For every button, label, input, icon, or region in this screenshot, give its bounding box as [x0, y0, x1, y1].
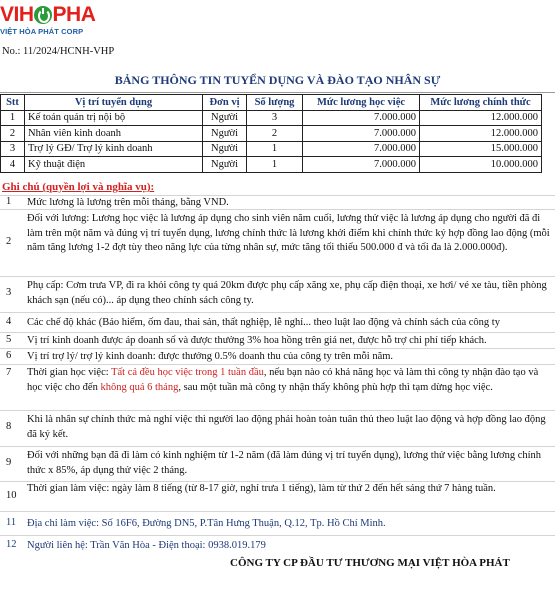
note-text-part: Thời gian học việc: [27, 367, 112, 378]
logo-text-left: VIH [0, 3, 34, 26]
cell-stt: 1 [1, 110, 25, 126]
cell-position: Kế toán quản trị nội bộ [25, 110, 203, 126]
note-text: Các chế độ khác (Bảo hiểm, ốm đau, thai sản, thất nghiệp, lễ nghỉ... theo luật lao động và chính sách của công ty [27, 317, 500, 328]
note-number: 5 [6, 334, 12, 345]
cell-official-salary: 15.000.000 [420, 141, 542, 157]
note-item [0, 332, 555, 348]
note-item [0, 535, 555, 555]
divider [0, 92, 555, 93]
note-text: Địa chỉ làm việc: Số 16F6, Đường DN5, P.Tân Hưng Thuận, Q.12, Tp. Hồ Chí Minh. [27, 518, 386, 529]
note-text: Người liên hệ: Trần Văn Hòa - Điện thoại: 0938.019.179 [27, 540, 266, 551]
note-item [0, 481, 555, 511]
note-number: 2 [6, 236, 12, 247]
company-logo [0, 4, 100, 40]
note-number: 1 [6, 196, 12, 207]
note-text: Vị trí kinh doanh được áp doanh số và được thưởng 3% hoa hồng trên giá net, được hỗ trợ chi phí tiếp khách. [27, 335, 487, 346]
table-row [1, 126, 542, 142]
cell-stt: 3 [1, 141, 25, 157]
header-trainee-salary: Mức lương học việc [303, 95, 420, 111]
company-name: CÔNG TY CP ĐẦU TƯ THƯƠNG MẠI VIỆT HÒA PHÁT [230, 557, 510, 569]
note-text: Mức lương là lương trên mỗi tháng, bằng VND. [27, 197, 229, 208]
cell-trainee-salary: 7.000.000 [303, 141, 420, 157]
cell-trainee-salary: 7.000.000 [303, 110, 420, 126]
note-number: 3 [6, 287, 12, 298]
note-text: Đối với lương: Lương học việc là lương áp dụng cho sinh viên năm cuối, lương thử việc là lương áp dụng cho người đã đi làm trên một năm và đúng vị trí tuyển dụng, lương chính thức là lương khởi điểm khi chính thức ký hợp đồng lao động (mỗi năm tăng lương 1-2 đợt tùy theo năng lực của từng nhân sự, mức tăng tối thiểu 500.000 đ và tối đa là 2.000.000đ). [27, 213, 550, 253]
document-number: No.: 11/2024/HCNH-VHP [2, 46, 115, 57]
cell-official-salary: 10.000.000 [420, 157, 542, 173]
note-item [0, 276, 555, 312]
note-item [0, 348, 555, 364]
note-text: Phụ cấp: Cơm trưa VP, đi ra khỏi công ty quá 20km được phụ cấp xăng xe, phụ cấp điện thoại, xe hơi/ vé xe tàu, tiền phòng khách sạn (nếu có)... áp dụng theo chính sách công ty. [27, 280, 547, 306]
note-number: 10 [6, 490, 17, 501]
page-title: BẢNG THÔNG TIN TUYỂN DỤNG VÀ ĐÀO TẠO NHÂN SỰ [114, 73, 441, 87]
cell-quantity: 1 [247, 141, 303, 157]
cell-official-salary: 12.000.000 [420, 110, 542, 126]
cell-quantity: 2 [247, 126, 303, 142]
cell-trainee-salary: 7.000.000 [303, 126, 420, 142]
note-number: 11 [6, 517, 17, 528]
note-number: 12 [6, 539, 17, 550]
header-official-salary: Mức lương chính thức [420, 95, 542, 111]
cell-position: Trợ lý GĐ/ Trợ lý kinh doanh [25, 141, 203, 157]
cell-quantity: 1 [247, 157, 303, 173]
note-text: Đối với những bạn đã đi làm có kinh nghiệm từ 1-2 năm (đã làm đúng vị trí tuyển dụng), lương thử việc bằng lương chính thức x 85%, áp dụng thử việc 2 tháng. [27, 450, 542, 476]
cell-stt: 2 [1, 126, 25, 142]
note-number: 6 [6, 350, 12, 361]
note-text: Thời gian làm việc: ngày làm 8 tiếng (từ 8-17 giờ, nghỉ trưa 1 tiếng), làm từ thứ 2 đến hết sáng thứ 7 hàng tuần. [27, 483, 496, 494]
note-item [0, 410, 555, 446]
recruitment-table [0, 94, 542, 173]
note-text-part: , nếu bạn nào có khả năng học và làm thì công ty nhận đào tạo và học việc cho đến [27, 367, 539, 393]
header-stt: Stt [1, 95, 25, 111]
logo-wordmark [0, 4, 100, 26]
note-item [0, 312, 555, 332]
note-item [0, 209, 555, 276]
note-number: 8 [6, 421, 12, 432]
note-item [0, 446, 555, 481]
note-highlight: Tất cả đều học việc trong 1 tuần đầu [111, 367, 264, 378]
cell-unit: Người [203, 141, 247, 157]
note-text: Khi là nhân sự chính thức mà nghỉ việc thì người lao động phải hoàn toàn tuân thủ theo luật lao động và hợp đồng lao động đã ký kết. [27, 414, 546, 440]
header-position: Vị trí tuyển dụng [25, 95, 203, 111]
note-item [0, 511, 555, 535]
cell-unit: Người [203, 126, 247, 142]
note-highlight: không quá 6 tháng [100, 381, 179, 393]
table-row [1, 141, 542, 157]
note-text [27, 366, 552, 395]
cell-position: Nhân viên kinh doanh [25, 126, 203, 142]
note-item [0, 195, 555, 209]
cell-trainee-salary: 7.000.000 [303, 157, 420, 173]
cell-position: Kỹ thuật điện [25, 157, 203, 173]
note-number: 7 [6, 367, 12, 378]
logo-tagline: VIỆT HÒA PHÁT CORP [0, 27, 84, 36]
table-row [1, 110, 542, 126]
cell-stt: 4 [1, 157, 25, 173]
table-row [1, 157, 542, 173]
power-icon [34, 6, 52, 24]
note-number: 4 [6, 316, 12, 327]
header-unit: Đơn vị [203, 95, 247, 111]
cell-official-salary: 12.000.000 [420, 126, 542, 142]
logo-text-right: PHA [52, 3, 96, 26]
header-quantity: Số lượng [247, 95, 303, 111]
note-item [0, 364, 555, 410]
cell-unit: Người [203, 157, 247, 173]
cell-quantity: 3 [247, 110, 303, 126]
table-header-row [1, 95, 542, 111]
cell-unit: Người [203, 110, 247, 126]
note-number: 9 [6, 457, 12, 468]
note-text: Vị trí trợ lý/ trợ lý kinh doanh: được thưởng 0.5% doanh thu của công ty trên mỗi năm. [27, 351, 394, 362]
notes-heading: Ghi chú (quyền lợi và nghĩa vụ): [2, 181, 155, 193]
note-text-part: , sau một tuần mà công ty nhận thấy không phù hợp thì tạm dừng học việc. [178, 381, 493, 393]
